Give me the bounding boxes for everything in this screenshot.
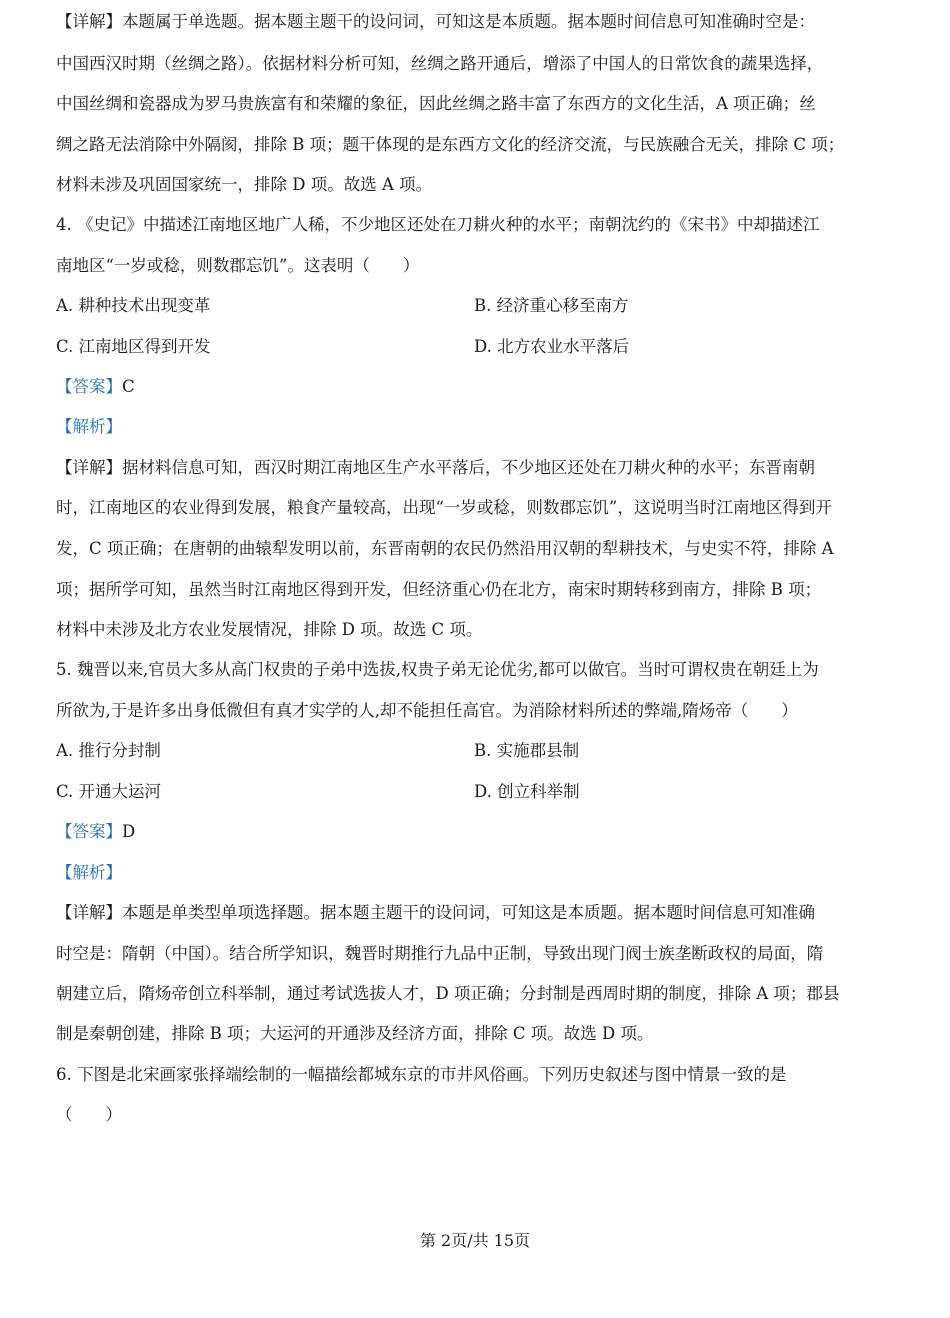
q3-detail-line-2: 中国西汉时期（丝绸之路）。依据材料分析可知，丝绸之路开通后，增添了中国人的日常饮食的蔬果选择， <box>56 54 824 73</box>
q4-detail-line-1: 【详解】据材料信息可知，西汉时期江南地区生产水平落后，不少地区还处在刀耕火种的水平；东晋南朝 <box>56 458 815 477</box>
q3-detail-line-3: 中国丝绸和瓷器成为罗马贵族富有和荣耀的象征，因此丝绸之路丰富了东西方的文化生活，A 项正确；丝 <box>56 94 816 113</box>
q5-option-d: D. 创立科举制 <box>474 782 580 801</box>
q4-stem-line-1: 4. 《史记》中描述江南地区地广人稀，不少地区还处在刀耕火种的水平；南朝沈约的《宋书》中却描述江 <box>56 215 820 234</box>
q5-stem-line-1: 5. 魏晋以来,官员大多从高门权贵的子弟中选拔,权贵子弟无论优劣,都可以做官。当时可谓权贵在朝廷上为 <box>56 660 819 679</box>
q4-answer <box>56 375 135 399</box>
q6-stem-line-1: 6. 下图是北宋画家张择端绘制的一幅描绘都城东京的市井风俗画。下列历史叙述与图中情景一致的是 <box>56 1065 787 1084</box>
q4-answer-tag: 【答案】 <box>56 377 122 396</box>
q5-detail-line-4: 制是秦朝创建，排除 B 项；大运河的开通涉及经济方面，排除 C 项。故选 D 项。 <box>56 1024 654 1043</box>
q4-detail-tag: 【详解】 <box>56 458 122 477</box>
q4-detail-line-5: 材料中未涉及北方农业发展情况，排除 D 项。故选 C 项。 <box>56 620 483 639</box>
q4-option-d: D. 北方农业水平落后 <box>474 337 630 356</box>
q5-detail-line-2: 时空是：隋朝（中国）。结合所学知识，魏晋时期推行九品中正制，导致出现门阀士族垄断政权的局面，隋 <box>56 944 824 963</box>
q5-answer <box>56 820 135 844</box>
q4-analysis-tag: 【解析】 <box>56 417 122 436</box>
q4-detail-line-3: 发，C 项正确；在唐朝的曲辕犁发明以前，东晋南朝的农民仍然沿用汉朝的犁耕技术，与史实不符，排除 A <box>56 539 834 558</box>
q3-detail-line-5: 材料未涉及巩固国家统一，排除 D 项。故选 A 项。 <box>56 175 433 194</box>
q3-detail-tag: 【详解】 <box>56 12 122 31</box>
q5-option-c: C. 开通大运河 <box>56 782 162 801</box>
q4-detail-line-2: 时，江南地区的农业得到发展，粮食产量较高，出现“一岁或稔，则数郡忘饥”，这说明当时江南地区得到开 <box>56 498 832 517</box>
q3-detail-line-1: 【详解】本题属于单选题。据本题主题干的设问词，可知这是本质题。据本题时间信息可知准确时空是： <box>56 12 815 31</box>
q5-option-b: B. 实施郡县制 <box>474 741 580 760</box>
q3-detail-line-4: 绸之路无法消除中外隔阂，排除 B 项；题干体现的是东西方文化的经济交流，与民族融合无关，排除 C 项； <box>56 135 845 154</box>
q4-answer-value: C <box>122 377 135 396</box>
q5-detail-line-1: 【详解】本题是单类型单项选择题。据本题主题干的设问词，可知这是本质题。据本题时间信息可知准确 <box>56 903 815 922</box>
q5-answer-tag: 【答案】 <box>56 822 122 841</box>
q4-option-b: B. 经济重心移至南方 <box>474 296 629 315</box>
q4-stem-line-2: 南地区“一岁或稔，则数郡忘饥”。这表明（ ） <box>56 256 420 275</box>
q5-detail-tag: 【详解】 <box>56 903 122 922</box>
q4-option-a: A. 耕种技术出现变革 <box>56 296 211 315</box>
page-number: 第 2页/共 15页 <box>419 1231 531 1250</box>
q6-stem-line-2: （ ） <box>56 1105 122 1124</box>
q5-detail-line-3: 朝建立后，隋炀帝创立科举制，通过考试选拔人才，D 项正确；分封制是西周时期的制度，排除 A 项；郡县 <box>56 984 840 1003</box>
q5-answer-value: D <box>122 822 136 841</box>
q4-detail-line-4: 项；据所学可知，虽然当时江南地区得到开发，但经济重心仍在北方，南宋时期转移到南方，排除 B 项； <box>56 580 822 599</box>
q5-stem-line-2: 所欲为,于是许多出身低微但有真才实学的人,却不能担任高官。为消除材料所述的弊端,隋炀帝（ ） <box>56 701 798 720</box>
q5-option-a: A. 推行分封制 <box>56 741 161 760</box>
q5-analysis-tag: 【解析】 <box>56 863 122 882</box>
q4-option-c: C. 江南地区得到开发 <box>56 337 211 356</box>
